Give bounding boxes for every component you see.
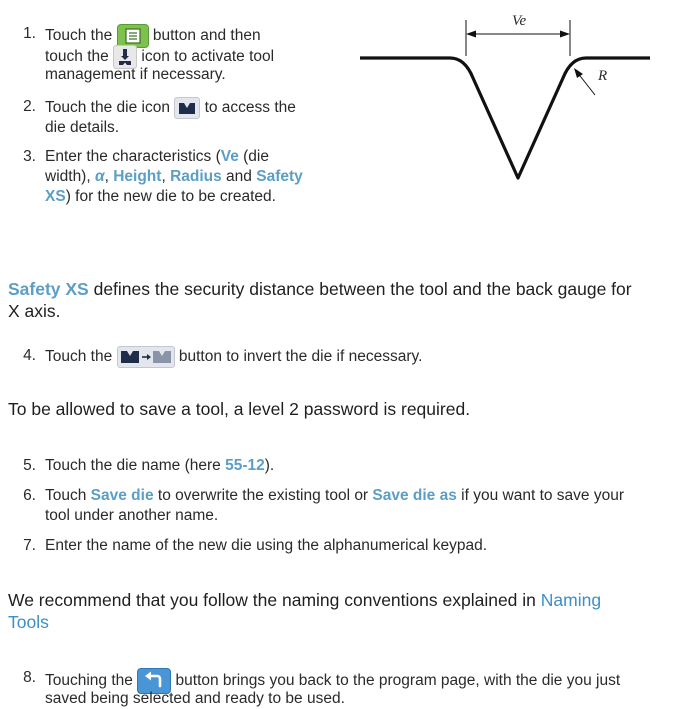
step-text-line: Enter the name of the new die using the alphanumerical keypad.	[45, 537, 488, 554]
step-text-line: Touch the die icon to access the	[45, 97, 296, 119]
password-note: To be allowed to save a tool, a level 2 password is required.	[8, 399, 471, 419]
step-text-line: XS) for the new die to be created.	[45, 188, 276, 205]
naming-tools-link-line2[interactable]: Tools	[8, 612, 49, 632]
die-name: 55-12	[225, 457, 265, 474]
recommend-note: We recommend that you follow the naming conventions explained in Naming Tools	[8, 589, 683, 633]
step-number: 7.	[23, 537, 36, 554]
step-number: 1.	[23, 25, 36, 42]
step-number: 3.	[23, 148, 36, 165]
step-number: 6.	[23, 487, 36, 504]
step-text-line: management if necessary.	[45, 66, 226, 83]
ve-arrow-right	[560, 31, 570, 38]
step-number: 4.	[23, 347, 36, 364]
die-diagram	[355, 10, 655, 185]
step-text-line: Touch the button to invert the die if necessary.	[45, 346, 422, 368]
height-term: Height	[113, 168, 162, 185]
step-text-line: Touch the die name (here 55-12).	[45, 457, 275, 474]
ve-term: Ve	[220, 148, 239, 165]
save-die-label: Save die	[90, 487, 154, 504]
ve-arrow-left	[466, 31, 476, 38]
save-die-as-label: Save die as	[372, 487, 457, 504]
step-text-line: width), α, Height, Radius and Safety	[45, 168, 303, 185]
naming-tools-link[interactable]: Naming	[540, 590, 602, 610]
step-number: 5.	[23, 457, 36, 474]
die-icon	[174, 97, 200, 119]
safety-term: Safety	[256, 168, 303, 185]
invert-die-icon	[117, 346, 175, 368]
step-text-line: Touching the button brings you back to the program page, with the die you just	[45, 668, 620, 694]
safety-xs-term: Safety XS	[8, 279, 89, 299]
step-text-line: touch the icon to activate tool	[45, 45, 274, 69]
step-number: 2.	[23, 98, 36, 115]
step-text-line: saved being selected and ready to be used.	[45, 690, 345, 707]
radius-term: Radius	[170, 168, 222, 185]
step-text-line: Touch Save die to overwrite the existing tool or Save die as if you want to save your	[45, 487, 624, 504]
step-text-line: Touch the button and then	[45, 24, 261, 48]
ve-label: Ve	[512, 13, 527, 29]
safety-note: Safety XS defines the security distance between the tool and the back gauge for X axis.	[8, 279, 632, 321]
step-text-line: die details.	[45, 119, 120, 136]
step-number: 8.	[23, 669, 36, 686]
step-text-line: tool under another name.	[45, 507, 219, 524]
radius-arrow	[574, 68, 583, 78]
xs-term: XS	[45, 188, 66, 205]
step-text-line: Enter the characteristics (Ve (die	[45, 148, 269, 165]
alpha-term: α	[94, 168, 105, 185]
radius-label: R	[598, 68, 608, 84]
